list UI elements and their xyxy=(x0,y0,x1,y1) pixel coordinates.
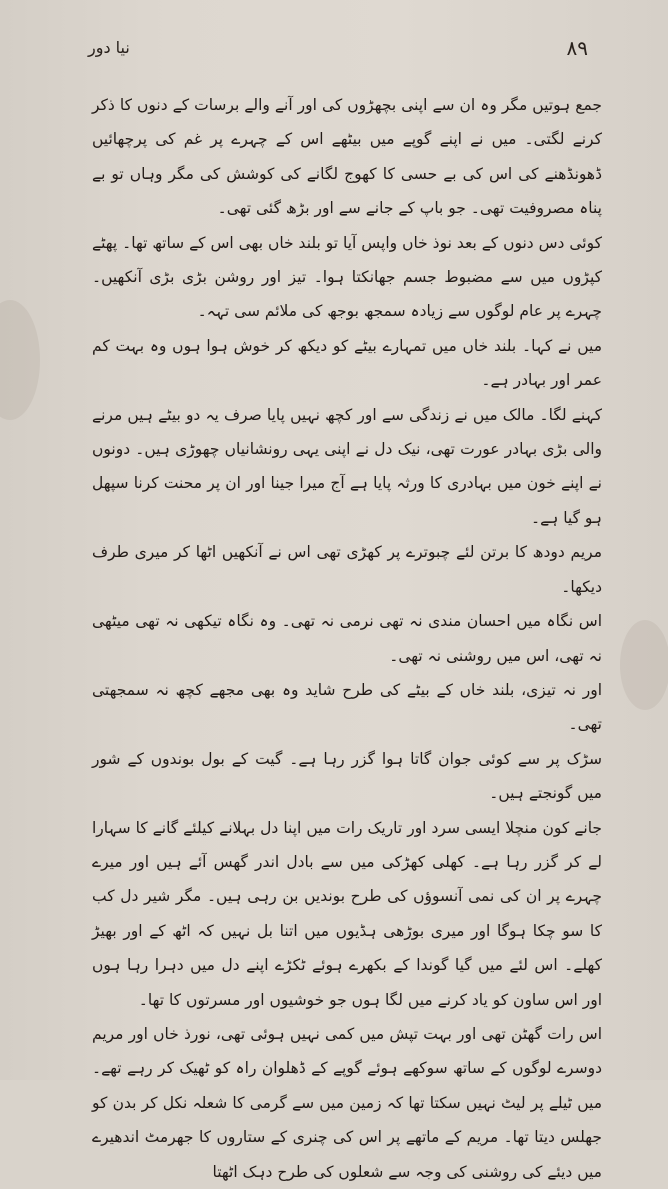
running-title: نیا دور xyxy=(88,38,130,57)
page-body xyxy=(92,88,602,1181)
page-header xyxy=(88,36,608,70)
paragraph: اس نگاہ میں احسان مندی نہ تھی نرمی نہ تھی۔ وہ نگاہ تیکھی نہ تھی میٹھی نہ تھی، اس میں روشنی نہ تھی۔ xyxy=(92,612,602,665)
page-number: ۸۹ xyxy=(566,36,588,60)
paper-stain xyxy=(620,620,668,710)
paragraph: اس رات گھٹن تھی اور بہت تپش میں کمی نہیں ہوئی تھی، نورذ خاں اور مریم دوسرے لوگوں کے ساتھ سوکھے ہوئے گوپے کے ڈھلوان راہ کو ٹھیک کر رہے تھے۔ میں ٹیلے پر لیٹ نہیں سکتا تھا کہ زمین میں سے گرمی کا شعلہ نکل کر بدن کو جھلس دیتا تھا۔ مریم کے ماتھے پر اس کی چنری کے ستاروں کا جھرمٹ اندھیرے میں دیئے کی روشنی کی وجہ سے شعلوں کی طرح دہک اٹھتا xyxy=(92,1024,602,1181)
paragraph: میں نے کہا۔ بلند خاں میں تمہارے بیٹے کو دیکھ کر خوش ہوا ہوں وہ بہت کم عمر اور بہادر ہے۔ xyxy=(92,336,602,390)
paragraph: اور نہ تیزی، بلند خاں کے بیٹے کی طرح شاید وہ بھی مجھے کچھ نہ سمجھتی تھی۔ xyxy=(92,680,602,734)
paragraph: جمع ہوتیں مگر وہ ان سے اپنی بچھڑوں کی اور آنے والے برسات کے دنوں کا ذکر کرنے لگتی۔ میں نے اپنے گوپے میں بیٹھے اس کے چہرے پر غم کی پرچھائیں ڈھونڈھنے کی اس کی بے حسی کا کھوج لگانے کی کوشش کی مگر وہاں تو بے پناہ مصروفیت تھی۔ جو باپ کے جانے سے اور بڑھ گئی تھی۔ xyxy=(92,96,602,218)
paragraph: مریم دودھ کا برتن لئے چبوترے پر کھڑی تھی اس نے آنکھیں اٹھا کر میری طرف دیکھا۔ xyxy=(92,543,602,596)
paragraph: کہنے لگا۔ مالک میں نے زندگی سے اور کچھ نہیں پایا صرف یہ دو بیٹے ہیں مرنے والی بڑی بہادر عورت تھی، نیک دل نے اپنی یہی رونشانیاں چھوڑی ہیں۔ دونوں نے اپنے خون میں بہادری کا ورثہ پایا ہے آج میرا جینا اور ان پر محنت کرنا سپھل ہو گیا ہے۔ xyxy=(92,405,602,527)
paragraph: جانے کون منچلا ایسی سرد اور تاریک رات میں اپنا دل بہلانے کیلئے گانے کا سہارا لے کر گزر رہا ہے۔ کھلی کھڑکی میں سے بادل اندر گھس آئے ہیں اور میرے چہرے پر ان کی نمی آنسوؤں کی طرح بوندیں بن رہی ہیں۔ مگر شیر دل کب کا سو چکا ہوگا اور میری بوڑھی ہڈیوں میں اتنا بل نہیں کہ اٹھ کے اور بھیڑ کھلے۔ اس لئے میں گیا گوندا کے بکھرے ہوئے ٹکڑے اپنے دل میں دہرا رہا ہوں اور اس ساون کو یاد کرنے میں لگا ہوں جو خوشیوں اور مسرتوں کا تھا۔ xyxy=(92,818,602,1009)
paper-stain xyxy=(0,300,40,420)
paragraph: کوئی دس دنوں کے بعد نوذ خاں واپس آیا تو بلند خاں بھی اس کے ساتھ تھا۔ پھٹے کپڑوں میں سے مضبوط جسم جھانکتا ہوا۔ تیز اور روشن بڑی بڑی آنکھیں۔ چہرے پر عام لوگوں سے زیادہ سمجھ بوجھ کی ملائم سی تہہ۔ xyxy=(92,233,602,321)
paragraph: سڑک پر سے کوئی جوان گاتا ہوا گزر رہا ہے۔ گیت کے بول بوندوں کے شور میں گونجتے ہیں۔ xyxy=(92,749,602,803)
